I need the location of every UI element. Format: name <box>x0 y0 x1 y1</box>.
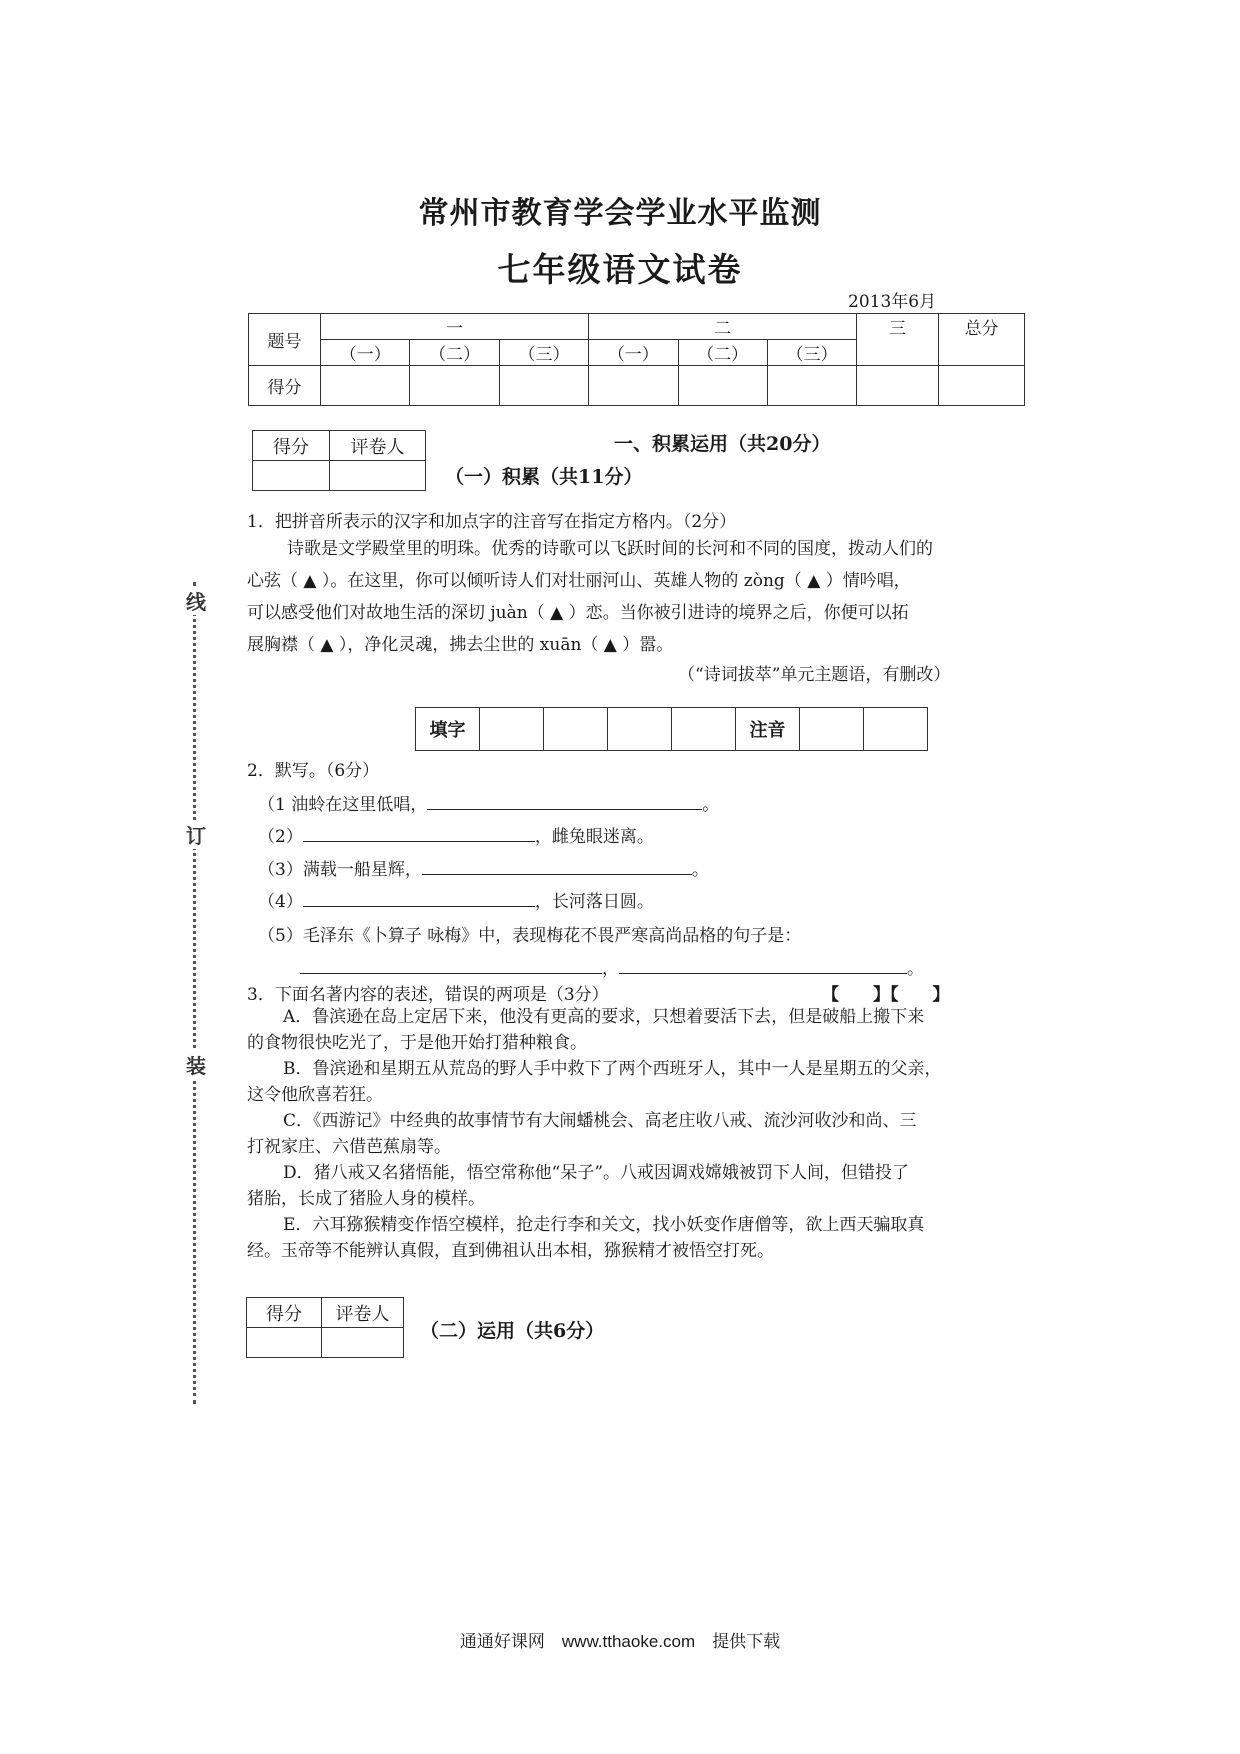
q2-item-2-text: ，雌兔眼迷离。 <box>534 827 654 847</box>
q3-option-c-cont: 打祝家庄、六借芭蕉扇等。 <box>247 1137 451 1157</box>
score-cell <box>939 366 1025 406</box>
q2-item-3-text: （3）满载一船星辉， <box>258 860 422 880</box>
q3-option-e-cont: 经。玉帝等不能辨认真假，直到佛祖认出本相，猕猴精才被悟空打死。 <box>247 1241 774 1261</box>
sub-label-2-3: （三） <box>767 340 856 366</box>
q2-item-4-text: ，长河落日圆。 <box>534 892 654 912</box>
grader-score-label: 得分 <box>253 431 330 461</box>
q2-item-5-end: 。 <box>907 959 924 979</box>
q2-prompt: 2．默写。（6分） <box>247 761 380 781</box>
grader-name-label: 评卷人 <box>330 431 426 461</box>
q2-item-2 <box>258 822 654 847</box>
margin-mark-seal: 装 <box>186 1050 206 1079</box>
q2-item-3-end: 。 <box>691 860 709 880</box>
answer-blank[interactable] <box>300 955 602 974</box>
q2-item-1-end: 。 <box>702 795 720 815</box>
fill-cell[interactable] <box>544 708 608 751</box>
margin-mark-line: 线 <box>186 586 206 615</box>
score-cell <box>321 366 410 406</box>
score-cell <box>499 366 588 406</box>
col-three-header: 三 <box>857 314 939 366</box>
group-two-header: 二 <box>589 314 857 340</box>
answer-blank[interactable] <box>303 888 535 907</box>
pinyin-label: 注音 <box>736 708 800 751</box>
grader-box-1 <box>252 430 426 491</box>
score-cell <box>589 366 678 406</box>
q2-item-1 <box>258 790 719 815</box>
binding-margin-line <box>193 582 196 1404</box>
section-one-heading: 一、积累运用（共20分） <box>614 433 831 455</box>
q3-prompt: 3．下面名著内容的表述，错误的两项是（3分） <box>247 985 609 1005</box>
margin-mark-bind: 订 <box>186 820 206 849</box>
sub-label-1-1: （一） <box>321 340 410 366</box>
q1-passage <box>247 533 1047 661</box>
pinyin-cell[interactable] <box>800 708 864 751</box>
q2-item-4 <box>258 887 654 912</box>
q2-item-1-text: （1 油蛉在这里低唱， <box>258 795 428 815</box>
grader-name-cell <box>322 1328 404 1358</box>
fill-cell[interactable] <box>608 708 672 751</box>
score-cell <box>678 366 767 406</box>
grader-score-cell <box>247 1328 322 1358</box>
q1-line: 心弦（ ▲ ）。在这里，你可以倾听诗人们对壮丽河山、英雄人物的 zòng（ ▲ ）情吟唱， <box>247 571 911 591</box>
q1-answer-grid <box>415 707 928 751</box>
score-cell <box>410 366 499 406</box>
q3-option-b-cont: 这令他欣喜若狂。 <box>247 1085 383 1105</box>
exam-title-line2: 七年级语文试卷 <box>497 250 743 289</box>
q3-answer-brackets[interactable]: 【 】【 】 <box>822 985 950 1005</box>
score-summary-table <box>248 313 1025 406</box>
answer-blank[interactable] <box>427 791 702 810</box>
row-label-question-number: 题号 <box>249 314 321 366</box>
sub-label-1-3: （三） <box>499 340 588 366</box>
q2-item-5: （5）毛泽东《卜算子 咏梅》中，表现梅花不畏严寒高尚品格的句子是： <box>258 926 802 946</box>
q2-item-4-label: （4） <box>258 892 303 912</box>
sub-label-2-1: （一） <box>589 340 678 366</box>
section-two-subheading: （二）运用（共6分） <box>420 1320 605 1342</box>
q1-source: （“诗词拔萃”单元主题语，有删改） <box>678 665 951 685</box>
q1-prompt: 1．把拼音所表示的汉字和加点字的注音写在指定方格内。（2分） <box>247 512 737 532</box>
section-one-subheading: （一）积累（共11分） <box>445 466 643 488</box>
score-cell <box>857 366 939 406</box>
pinyin-cell[interactable] <box>864 708 928 751</box>
sub-label-2-2: （二） <box>678 340 767 366</box>
grader-score-label: 得分 <box>247 1298 322 1328</box>
q3-option-d: D．猪八戒又名猪悟能，悟空常称他“呆子”。八戒因调戏嫦娥被罚下人间，但错投了 <box>283 1163 910 1183</box>
answer-blank[interactable] <box>422 856 692 875</box>
q3-option-c: C．《西游记》中经典的故事情节有大闹蟠桃会、高老庄收八戒、流沙河收沙和尚、三 <box>283 1111 917 1131</box>
q3-option-e: E．六耳猕猴精变作悟空模样，抢走行李和关文，找小妖变作唐僧等，欲上西天骗取真 <box>283 1215 925 1235</box>
q1-line: 可以感受他们对故地生活的深切 juàn（ ▲ ）恋。当你被引进诗的境界之后，你便可以拓 <box>247 603 909 623</box>
fill-label: 填字 <box>416 708 480 751</box>
row-label-score: 得分 <box>249 366 321 406</box>
q3-option-a-cont: 的食物很快吃光了，于是他开始打猎种粮食。 <box>247 1033 587 1053</box>
grader-score-cell <box>253 461 330 491</box>
grader-box-2 <box>246 1297 404 1358</box>
answer-blank[interactable] <box>619 955 907 974</box>
exam-title-line1: 常州市教育学会学业水平监测 <box>418 196 822 231</box>
q1-line: 展胸襟（ ▲ ），净化灵魂，拂去尘世的 xuān（ ▲ ）嚣。 <box>247 635 674 655</box>
q3-option-a: A．鲁滨逊在岛上定居下来，他没有更高的要求，只想着要活下去，但是破船上搬下来 <box>283 1007 925 1027</box>
q2-item-5-comma: ， <box>602 959 619 979</box>
answer-blank[interactable] <box>303 823 535 842</box>
exam-date: 2013年6月 <box>848 292 937 312</box>
q3-option-b: B．鲁滨逊和星期五从荒岛的野人手中救下了两个西班牙人，其中一人是星期五的父亲， <box>283 1059 942 1079</box>
fill-cell[interactable] <box>672 708 736 751</box>
q3-options <box>247 1004 1037 1264</box>
grader-name-cell <box>330 461 426 491</box>
score-cell <box>767 366 856 406</box>
footer-source-text: 通通好课网 www.tthaoke.com 提供下载 <box>459 1632 781 1651</box>
group-one-header: 一 <box>321 314 589 340</box>
q2-item-3 <box>258 855 709 880</box>
fill-cell[interactable] <box>480 708 544 751</box>
sub-label-1-2: （二） <box>410 340 499 366</box>
q1-line: 诗歌是文学殿堂里的明珠。优秀的诗歌可以飞跃时间的长河和不同的国度，拨动人们的 <box>287 539 933 559</box>
grader-name-label: 评卷人 <box>322 1298 404 1328</box>
q3-option-d-cont: 猪胎，长成了猪脸人身的模样。 <box>247 1189 485 1209</box>
q2-item-2-label: （2） <box>258 827 303 847</box>
col-total-header: 总分 <box>939 314 1025 366</box>
q2-item-5-answer <box>300 954 924 979</box>
